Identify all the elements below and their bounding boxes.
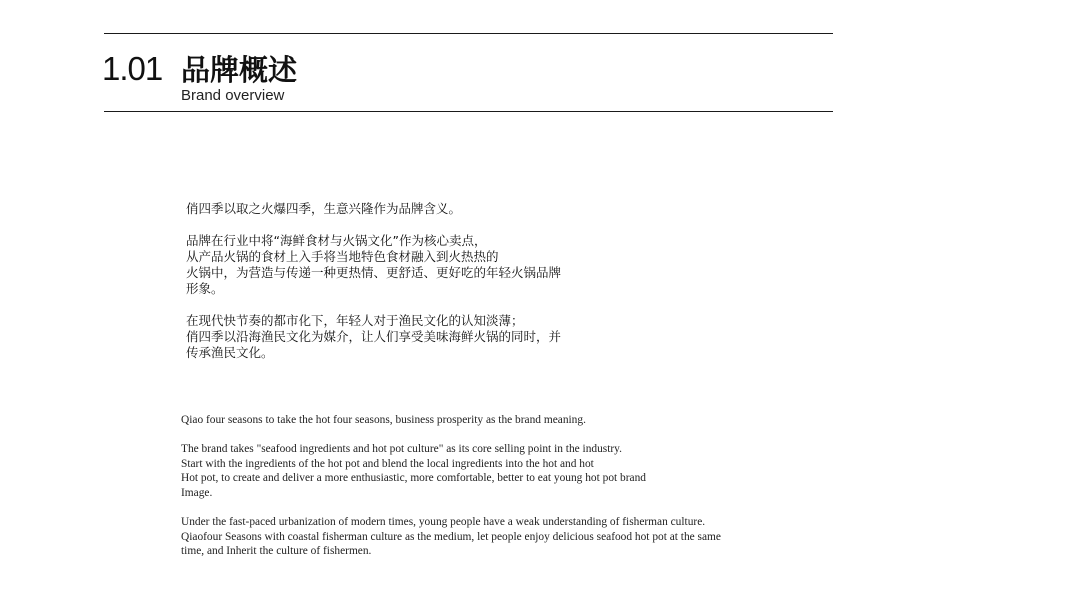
en-line: time, and Inherit the culture of fishermen. [181,545,372,558]
zh-line: 在现代快节奏的都市化下，年轻人对于渔民文化的认知淡薄； [186,313,524,328]
header-top-rule [104,33,833,34]
en-paragraph [181,515,781,559]
en-line: Image. [181,486,213,499]
zh-line: 俏四季以沿海渔民文化为媒介，让人们享受美味海鲜火锅的同时，并 [186,329,562,344]
header-bottom-rule [104,111,833,112]
zh-line: 传承渔民文化。 [186,345,274,360]
en-paragraph [181,442,781,500]
section-number: 1.01 [102,50,163,87]
en-line: Under the fast-paced urbanization of modern times, young people have a weak understanding of fisherman culture. [181,516,706,529]
zh-line: 俏四季以取之火爆四季，生意兴隆作为品牌含义。 [186,201,462,216]
zh-line: 形象。 [186,281,224,296]
zh-line: 从产品火锅的食材上入手将当地特色食材融入到火热热的 [186,249,499,264]
en-line: Hot pot, to create and deliver a more enthusiastic, more comfortable, better to eat young hot pot brand [181,472,646,485]
zh-line: 品牌在行业中将“海鲜食材与火锅文化”作为核心卖点， [186,233,487,248]
zh-paragraph [186,233,646,297]
en-line: Qiaofour Seasons with coastal fisherman culture as the medium, let people enjoy delicious seafood hot pot at the same [181,530,721,543]
english-description [181,413,781,574]
zh-paragraph [186,201,646,217]
zh-line: 火锅中，为营造与传递一种更热情、更舒适、更好吃的年轻火锅品牌 [186,265,562,280]
chinese-description [186,201,646,377]
page-title-english: Brand overview [181,87,285,104]
en-line: Qiao four seasons to take the hot four seasons, business prosperity as the brand meaning. [181,414,586,426]
en-paragraph [181,413,781,428]
en-line: Start with the ingredients of the hot pot and blend the local ingredients into the hot and hot [181,457,594,470]
en-line: The brand takes "seafood ingredients and hot pot culture" as its core selling point in the industry. [181,443,622,456]
zh-paragraph [186,313,646,361]
page-title-chinese: 品牌概述 [181,53,298,87]
